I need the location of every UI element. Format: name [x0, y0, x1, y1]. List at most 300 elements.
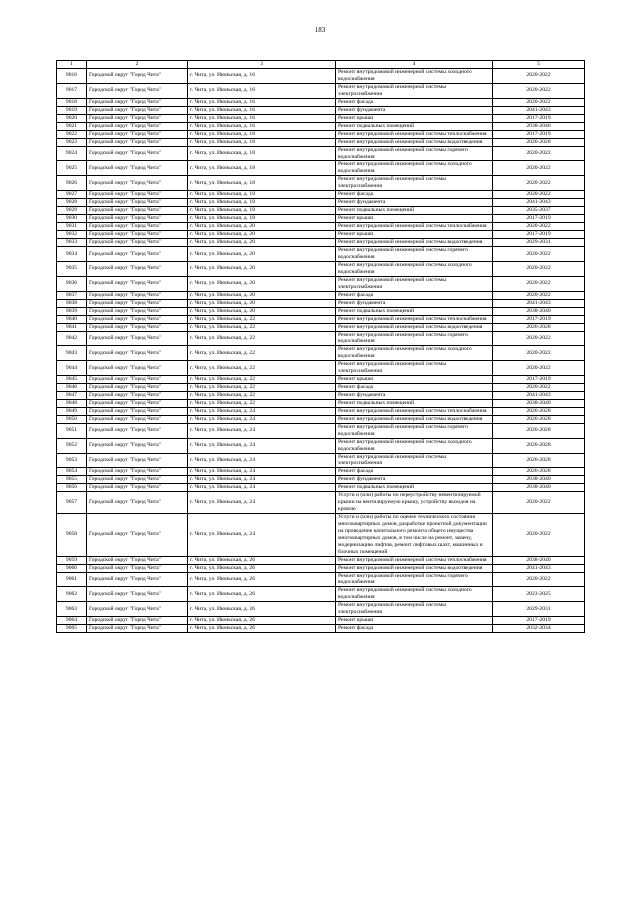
- address-cell: г. Чита, ул. Июньская, д. 26: [188, 564, 336, 572]
- municipality-cell: Городской округ "Город Чита": [87, 69, 188, 84]
- municipality-cell: Городской округ "Город Чита": [87, 616, 188, 624]
- work-type-cell: Услуги и (или) работы по переустройству невентилируемой крыши на вентилируемую крышу, устройству выходов на кровлю: [336, 492, 493, 514]
- address-cell: г. Чита, ул. Июньская, д. 20: [188, 307, 336, 315]
- address-cell: г. Чита, ул. Июньская, д. 20: [188, 239, 336, 247]
- work-type-cell: Ремонт фасада: [336, 191, 493, 199]
- row-number-cell: 9049: [57, 407, 87, 415]
- row-number-cell: 9050: [57, 415, 87, 423]
- planned-period-cell: 2020-2022: [493, 191, 585, 199]
- municipality-cell: Городской округ "Город Чита": [87, 564, 188, 572]
- work-type-cell: Ремонт фасада: [336, 624, 493, 632]
- table-row: [57, 624, 585, 632]
- address-cell: г. Чита, ул. Июньская, д. 16: [188, 83, 336, 98]
- row-number-cell: 9044: [57, 361, 87, 376]
- table-row: [57, 83, 585, 98]
- work-type-cell: Ремонт внутридомовой инженерной системы холодного водоснабжения: [336, 587, 493, 602]
- row-number-cell: 9055: [57, 476, 87, 484]
- municipality-cell: Городской округ "Город Чита": [87, 438, 188, 453]
- row-number-cell: 9023: [57, 138, 87, 146]
- municipality-cell: Городской округ "Город Чита": [87, 299, 188, 307]
- address-cell: г. Чита, ул. Июньская, д. 20: [188, 231, 336, 239]
- municipality-cell: Городской округ "Город Чита": [87, 199, 188, 207]
- municipality-cell: Городской округ "Город Чита": [87, 361, 188, 376]
- row-number-cell: 9065: [57, 624, 87, 632]
- municipality-cell: Городской округ "Город Чита": [87, 453, 188, 468]
- planned-period-cell: 2029-2031: [493, 239, 585, 247]
- work-type-cell: Ремонт подвальных помещений: [336, 307, 493, 315]
- address-cell: г. Чита, ул. Июньская, д. 22: [188, 323, 336, 331]
- work-type-cell: Ремонт фасада: [336, 383, 493, 391]
- work-type-cell: Ремонт крыши: [336, 114, 493, 122]
- municipality-cell: Городской округ "Город Чита": [87, 223, 188, 231]
- address-cell: г. Чита, ул. Июньская, д. 24: [188, 423, 336, 438]
- column-header: 2: [87, 61, 188, 69]
- table-row: [57, 514, 585, 556]
- work-type-cell: Ремонт фундамента: [336, 299, 493, 307]
- municipality-cell: Городской округ "Город Чита": [87, 207, 188, 215]
- municipality-cell: Городской округ "Город Чита": [87, 83, 188, 98]
- planned-period-cell: 2026-2028: [493, 468, 585, 476]
- planned-period-cell: 2020-2022: [493, 383, 585, 391]
- table-row: [57, 468, 585, 476]
- table-row: [57, 98, 585, 106]
- row-number-cell: 9033: [57, 239, 87, 247]
- address-cell: г. Чита, ул. Июньская, д. 24: [188, 407, 336, 415]
- address-cell: г. Чита, ул. Июньская, д. 26: [188, 556, 336, 564]
- row-number-cell: 9016: [57, 69, 87, 84]
- table-row: [57, 453, 585, 468]
- row-number-cell: 9037: [57, 291, 87, 299]
- work-type-cell: Ремонт внутридомовой инженерной системы теплоснабжения: [336, 407, 493, 415]
- table-row: [57, 261, 585, 276]
- address-cell: г. Чита, ул. Июньская, д. 16: [188, 106, 336, 114]
- planned-period-cell: 2017-2019: [493, 616, 585, 624]
- row-number-cell: 9027: [57, 191, 87, 199]
- table-row: [57, 307, 585, 315]
- address-cell: г. Чита, ул. Июньская, д. 24: [188, 468, 336, 476]
- municipality-cell: Городской округ "Город Чита": [87, 239, 188, 247]
- row-number-cell: 9017: [57, 83, 87, 98]
- address-cell: г. Чита, ул. Июньская, д. 22: [188, 399, 336, 407]
- planned-period-cell: 2020-2022: [493, 247, 585, 262]
- planned-period-cell: 2020-2022: [493, 331, 585, 346]
- address-cell: г. Чита, ул. Июньская, д. 20: [188, 261, 336, 276]
- work-type-cell: Ремонт фундамента: [336, 106, 493, 114]
- row-number-cell: 9051: [57, 423, 87, 438]
- address-cell: г. Чита, ул. Июньская, д. 16: [188, 114, 336, 122]
- planned-period-cell: 2026-2028: [493, 138, 585, 146]
- planned-period-cell: 2020-2022: [493, 261, 585, 276]
- work-type-cell: Ремонт крыши: [336, 616, 493, 624]
- work-type-cell: Ремонт фасада: [336, 468, 493, 476]
- table-row: [57, 122, 585, 130]
- address-cell: г. Чита, ул. Июньская, д. 22: [188, 361, 336, 376]
- address-cell: г. Чита, ул. Июньская, д. 16: [188, 98, 336, 106]
- planned-period-cell: 2017-2019: [493, 114, 585, 122]
- work-type-cell: Ремонт крыши: [336, 375, 493, 383]
- row-number-cell: 9025: [57, 161, 87, 176]
- table-row: [57, 438, 585, 453]
- municipality-cell: Городской округ "Город Чита": [87, 161, 188, 176]
- row-number-cell: 9018: [57, 98, 87, 106]
- table-row: [57, 146, 585, 161]
- table-row: [57, 346, 585, 361]
- table-row: [57, 130, 585, 138]
- work-type-cell: Ремонт фундамента: [336, 391, 493, 399]
- municipality-cell: Городской округ "Город Чита": [87, 346, 188, 361]
- municipality-cell: Городской округ "Город Чита": [87, 291, 188, 299]
- planned-period-cell: 2038-2040: [493, 484, 585, 492]
- address-cell: г. Чита, ул. Июньская, д. 20: [188, 276, 336, 291]
- address-cell: г. Чита, ул. Июньская, д. 22: [188, 391, 336, 399]
- planned-period-cell: 2020-2022: [493, 176, 585, 191]
- address-cell: г. Чита, ул. Июньская, д. 22: [188, 331, 336, 346]
- planned-period-cell: 2020-2022: [493, 223, 585, 231]
- table-row: [57, 161, 585, 176]
- row-number-cell: 9060: [57, 564, 87, 572]
- address-cell: г. Чита, ул. Июньская, д. 24: [188, 484, 336, 492]
- address-cell: г. Чита, ул. Июньская, д. 18: [188, 207, 336, 215]
- table-row: [57, 191, 585, 199]
- municipality-cell: Городской округ "Город Чита": [87, 514, 188, 556]
- row-number-cell: 9019: [57, 106, 87, 114]
- work-type-cell: Ремонт внутридомовой инженерной системы холодного водоснабжения: [336, 438, 493, 453]
- row-number-cell: 9034: [57, 247, 87, 262]
- row-number-cell: 9059: [57, 556, 87, 564]
- table-row: [57, 223, 585, 231]
- table-row: [57, 587, 585, 602]
- row-number-cell: 9053: [57, 453, 87, 468]
- work-type-cell: Ремонт внутридомовой инженерной системы горячего водоснабжения: [336, 331, 493, 346]
- planned-period-cell: 2020-2022: [493, 361, 585, 376]
- work-type-cell: Услуги и (или) работы по оценке технического состояния многоквартирных домов, разработке проектной документации на проведение капитального ремонта общего имущества многоквартирных домов, в том числе на ремонт, замену, модернизацию лифтов, ремонт лифтовых шахт, машинных и блочных помещений: [336, 514, 493, 556]
- table-row: [57, 484, 585, 492]
- work-type-cell: Ремонт фундамента: [336, 199, 493, 207]
- work-type-cell: Ремонт фасада: [336, 291, 493, 299]
- column-header: 3: [188, 61, 336, 69]
- work-type-cell: Ремонт внутридомовой инженерной системы горячего водоснабжения: [336, 247, 493, 262]
- work-type-cell: Ремонт внутридомовой инженерной системы холодного водоснабжения: [336, 69, 493, 84]
- work-type-cell: Ремонт внутридомовой инженерной системы электроснабжения: [336, 361, 493, 376]
- planned-period-cell: 2026-2028: [493, 438, 585, 453]
- planned-period-cell: 2020-2022: [493, 346, 585, 361]
- work-type-cell: Ремонт внутридомовой инженерной системы водоотведения: [336, 239, 493, 247]
- planned-period-cell: 2020-2022: [493, 161, 585, 176]
- work-type-cell: Ремонт фасада: [336, 98, 493, 106]
- table-row: [57, 315, 585, 323]
- planned-period-cell: 2035-2037: [493, 207, 585, 215]
- municipality-cell: Городской округ "Город Чита": [87, 331, 188, 346]
- table-row: [57, 299, 585, 307]
- municipality-cell: Городской округ "Город Чита": [87, 492, 188, 514]
- planned-period-cell: 2017-2019: [493, 215, 585, 223]
- municipality-cell: Городской округ "Город Чита": [87, 315, 188, 323]
- work-type-cell: Ремонт внутридомовой инженерной системы горячего водоснабжения: [336, 146, 493, 161]
- row-number-cell: 9064: [57, 616, 87, 624]
- planned-period-cell: 2020-2022: [493, 276, 585, 291]
- municipality-cell: Городской округ "Город Чита": [87, 375, 188, 383]
- municipality-cell: Городской округ "Город Чита": [87, 231, 188, 239]
- municipality-cell: Городской округ "Город Чита": [87, 191, 188, 199]
- column-header: 1: [57, 61, 87, 69]
- row-number-cell: 9061: [57, 572, 87, 587]
- municipality-cell: Городской округ "Город Чита": [87, 276, 188, 291]
- row-number-cell: 9039: [57, 307, 87, 315]
- planned-period-cell: 2017-2019: [493, 375, 585, 383]
- work-type-cell: Ремонт внутридомовой инженерной системы теплоснабжения: [336, 315, 493, 323]
- address-cell: г. Чита, ул. Июньская, д. 16: [188, 69, 336, 84]
- planned-period-cell: 2020-2022: [493, 572, 585, 587]
- municipality-cell: Городской округ "Город Чита": [87, 247, 188, 262]
- table-row: [57, 69, 585, 84]
- address-cell: г. Чита, ул. Июньская, д. 24: [188, 415, 336, 423]
- planned-period-cell: 2038-2040: [493, 307, 585, 315]
- municipality-cell: Городской округ "Город Чита": [87, 391, 188, 399]
- planned-period-cell: 2026-2028: [493, 407, 585, 415]
- address-cell: г. Чита, ул. Июньская, д. 26: [188, 572, 336, 587]
- planned-period-cell: 2020-2022: [493, 514, 585, 556]
- address-cell: г. Чита, ул. Июньская, д. 20: [188, 247, 336, 262]
- table-row: [57, 199, 585, 207]
- address-cell: г. Чита, ул. Июньская, д. 20: [188, 223, 336, 231]
- column-header: 5: [493, 61, 585, 69]
- planned-period-cell: 2020-2022: [493, 146, 585, 161]
- table-row: [57, 407, 585, 415]
- work-type-cell: Ремонт внутридомовой инженерной системы теплоснабжения: [336, 130, 493, 138]
- header-row: [57, 61, 585, 69]
- table-row: [57, 239, 585, 247]
- address-cell: г. Чита, ул. Июньская, д. 22: [188, 346, 336, 361]
- table-row: [57, 231, 585, 239]
- work-type-cell: Ремонт внутридомовой инженерной системы водоотведения: [336, 415, 493, 423]
- planned-period-cell: 2038-2040: [493, 122, 585, 130]
- municipality-cell: Городской округ "Город Чита": [87, 484, 188, 492]
- planned-period-cell: 2017-2019: [493, 231, 585, 239]
- planned-period-cell: 2026-2028: [493, 423, 585, 438]
- work-type-cell: Ремонт внутридомовой инженерной системы холодного водоснабжения: [336, 346, 493, 361]
- table-row: [57, 556, 585, 564]
- row-number-cell: 9029: [57, 207, 87, 215]
- planned-period-cell: 2020-2022: [493, 98, 585, 106]
- table-row: [57, 215, 585, 223]
- row-number-cell: 9043: [57, 346, 87, 361]
- table-row: [57, 602, 585, 617]
- planned-period-cell: 2041-2043: [493, 391, 585, 399]
- municipality-cell: Городской округ "Город Чита": [87, 587, 188, 602]
- planned-period-cell: 2026-2028: [493, 415, 585, 423]
- row-number-cell: 9062: [57, 587, 87, 602]
- planned-period-cell: 2038-2040: [493, 476, 585, 484]
- work-type-cell: Ремонт крыши: [336, 231, 493, 239]
- table-row: [57, 383, 585, 391]
- table-row: [57, 276, 585, 291]
- table-row: [57, 399, 585, 407]
- work-type-cell: Ремонт подвальных помещений: [336, 122, 493, 130]
- address-cell: г. Чита, ул. Июньская, д. 24: [188, 492, 336, 514]
- table-row: [57, 391, 585, 399]
- municipality-cell: Городской округ "Город Чита": [87, 307, 188, 315]
- work-type-cell: Ремонт внутридомовой инженерной системы водоотведения: [336, 564, 493, 572]
- address-cell: г. Чита, ул. Июньская, д. 26: [188, 624, 336, 632]
- municipality-cell: Городской округ "Город Чита": [87, 98, 188, 106]
- row-number-cell: 9058: [57, 514, 87, 556]
- table-row: [57, 207, 585, 215]
- municipality-cell: Городской округ "Город Чита": [87, 138, 188, 146]
- municipality-cell: Городской округ "Город Чита": [87, 106, 188, 114]
- page-number: 183: [314, 26, 326, 34]
- municipality-cell: Городской округ "Город Чита": [87, 572, 188, 587]
- table-row: [57, 323, 585, 331]
- row-number-cell: 9040: [57, 315, 87, 323]
- address-cell: г. Чита, ул. Июньская, д. 18: [188, 191, 336, 199]
- planned-period-cell: 2020-2022: [493, 492, 585, 514]
- municipality-cell: Городской округ "Город Чита": [87, 130, 188, 138]
- work-type-cell: Ремонт внутридомовой инженерной системы водоотведения: [336, 138, 493, 146]
- row-number-cell: 9035: [57, 261, 87, 276]
- planned-period-cell: 2026-2028: [493, 323, 585, 331]
- planned-period-cell: 2017-2019: [493, 130, 585, 138]
- row-number-cell: 9047: [57, 391, 87, 399]
- address-cell: г. Чита, ул. Июньская, д. 24: [188, 476, 336, 484]
- municipality-cell: Городской округ "Город Чита": [87, 556, 188, 564]
- table-row: [57, 106, 585, 114]
- address-cell: г. Чита, ул. Июньская, д. 20: [188, 299, 336, 307]
- address-cell: г. Чита, ул. Июньская, д. 26: [188, 587, 336, 602]
- work-type-cell: Ремонт крыши: [336, 215, 493, 223]
- address-cell: г. Чита, ул. Июньская, д. 18: [188, 215, 336, 223]
- table-row: [57, 138, 585, 146]
- table-row: [57, 114, 585, 122]
- municipality-cell: Городской округ "Город Чита": [87, 323, 188, 331]
- address-cell: г. Чита, ул. Июньская, д. 18: [188, 146, 336, 161]
- planned-period-cell: 2020-2022: [493, 291, 585, 299]
- row-number-cell: 9056: [57, 484, 87, 492]
- planned-period-cell: 2041-2043: [493, 106, 585, 114]
- table-row: [57, 492, 585, 514]
- work-type-cell: Ремонт внутридомовой инженерной системы электроснабжения: [336, 83, 493, 98]
- work-type-cell: Ремонт подвальных помещений: [336, 399, 493, 407]
- address-cell: г. Чита, ул. Июньская, д. 16: [188, 122, 336, 130]
- work-type-cell: Ремонт фундамента: [336, 476, 493, 484]
- municipality-cell: Городской округ "Город Чита": [87, 383, 188, 391]
- work-type-cell: Ремонт подвальных помещений: [336, 207, 493, 215]
- row-number-cell: 9020: [57, 114, 87, 122]
- municipality-cell: Городской округ "Город Чита": [87, 176, 188, 191]
- work-type-cell: Ремонт внутридомовой инженерной системы горячего водоснабжения: [336, 572, 493, 587]
- municipality-cell: Городской округ "Город Чита": [87, 423, 188, 438]
- row-number-cell: 9022: [57, 130, 87, 138]
- work-type-cell: Ремонт внутридомовой инженерной системы холодного водоснабжения: [336, 261, 493, 276]
- row-number-cell: 9052: [57, 438, 87, 453]
- municipality-cell: Городской округ "Город Чита": [87, 261, 188, 276]
- municipality-cell: Городской округ "Город Чита": [87, 602, 188, 617]
- table-row: [57, 375, 585, 383]
- table-row: [57, 423, 585, 438]
- address-cell: г. Чита, ул. Июньская, д. 24: [188, 453, 336, 468]
- municipality-cell: Городской округ "Город Чита": [87, 399, 188, 407]
- work-type-cell: Ремонт внутридомовой инженерной системы электроснабжения: [336, 276, 493, 291]
- address-cell: г. Чита, ул. Июньская, д. 26: [188, 616, 336, 624]
- municipality-cell: Городской округ "Город Чита": [87, 476, 188, 484]
- table-row: [57, 564, 585, 572]
- municipality-cell: Городской округ "Город Чита": [87, 122, 188, 130]
- planned-period-cell: 2020-2022: [493, 69, 585, 84]
- address-cell: г. Чита, ул. Июньская, д. 26: [188, 602, 336, 617]
- table-row: [57, 616, 585, 624]
- planned-period-cell: 2020-2022: [493, 83, 585, 98]
- municipality-cell: Городской округ "Город Чита": [87, 146, 188, 161]
- row-number-cell: 9048: [57, 399, 87, 407]
- row-number-cell: 9030: [57, 215, 87, 223]
- municipality-cell: Городской округ "Город Чита": [87, 215, 188, 223]
- address-cell: г. Чита, ул. Июньская, д. 18: [188, 130, 336, 138]
- row-number-cell: 9032: [57, 231, 87, 239]
- row-number-cell: 9045: [57, 375, 87, 383]
- work-type-cell: Ремонт внутридомовой инженерной системы теплоснабжения: [336, 556, 493, 564]
- table-row: [57, 361, 585, 376]
- table-header: [57, 61, 585, 69]
- municipality-cell: Городской округ "Город Чита": [87, 624, 188, 632]
- address-cell: г. Чита, ул. Июньская, д. 18: [188, 176, 336, 191]
- work-type-cell: Ремонт внутридомовой инженерной системы электроснабжения: [336, 176, 493, 191]
- work-type-cell: Ремонт внутридомовой инженерной системы электроснабжения: [336, 453, 493, 468]
- planned-period-cell: 2038-2040: [493, 556, 585, 564]
- municipality-cell: Городской округ "Город Чита": [87, 415, 188, 423]
- planned-period-cell: 2017-2019: [493, 315, 585, 323]
- work-type-cell: Ремонт внутридомовой инженерной системы горячего водоснабжения: [336, 423, 493, 438]
- address-cell: г. Чита, ул. Июньская, д. 22: [188, 383, 336, 391]
- row-number-cell: 9021: [57, 122, 87, 130]
- work-type-cell: Ремонт внутридомовой инженерной системы холодного водоснабжения: [336, 161, 493, 176]
- planned-period-cell: 2032-2034: [493, 624, 585, 632]
- table-row: [57, 476, 585, 484]
- row-number-cell: 9042: [57, 331, 87, 346]
- work-type-cell: Ремонт внутридомовой инженерной системы водоотведения: [336, 323, 493, 331]
- work-type-cell: Ремонт подвальных помещений: [336, 484, 493, 492]
- row-number-cell: 9054: [57, 468, 87, 476]
- overhaul-register-table: [56, 60, 585, 633]
- row-number-cell: 9031: [57, 223, 87, 231]
- table-row: [57, 572, 585, 587]
- planned-period-cell: 2041-2043: [493, 564, 585, 572]
- municipality-cell: Городской округ "Город Чита": [87, 114, 188, 122]
- table-row: [57, 331, 585, 346]
- planned-period-cell: 2029-2031: [493, 602, 585, 617]
- row-number-cell: 9026: [57, 176, 87, 191]
- table-row: [57, 291, 585, 299]
- row-number-cell: 9057: [57, 492, 87, 514]
- row-number-cell: 9041: [57, 323, 87, 331]
- address-cell: г. Чита, ул. Июньская, д. 18: [188, 199, 336, 207]
- planned-period-cell: 2038-2040: [493, 399, 585, 407]
- table-body: [57, 69, 585, 633]
- work-type-cell: Ремонт внутридомовой инженерной системы электроснабжения: [336, 602, 493, 617]
- row-number-cell: 9036: [57, 276, 87, 291]
- table-row: [57, 415, 585, 423]
- planned-period-cell: 2026-2028: [493, 453, 585, 468]
- address-cell: г. Чита, ул. Июньская, д. 24: [188, 514, 336, 556]
- address-cell: г. Чита, ул. Июньская, д. 22: [188, 315, 336, 323]
- row-number-cell: 9038: [57, 299, 87, 307]
- table-row: [57, 247, 585, 262]
- work-type-cell: Ремонт внутридомовой инженерной системы теплоснабжения: [336, 223, 493, 231]
- address-cell: г. Чита, ул. Июньская, д. 20: [188, 291, 336, 299]
- row-number-cell: 9024: [57, 146, 87, 161]
- municipality-cell: Городской округ "Город Чита": [87, 407, 188, 415]
- address-cell: г. Чита, ул. Июньская, д. 24: [188, 438, 336, 453]
- row-number-cell: 9046: [57, 383, 87, 391]
- address-cell: г. Чита, ул. Июньская, д. 18: [188, 138, 336, 146]
